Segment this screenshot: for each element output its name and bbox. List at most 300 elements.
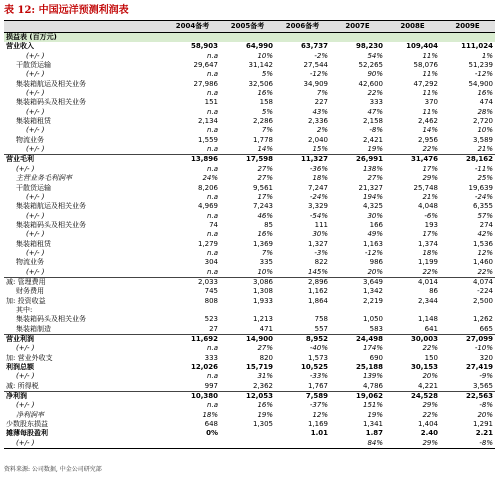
value-cell: 370	[424, 98, 438, 107]
value-cell: 14,900	[220, 335, 275, 345]
table-row	[4, 212, 495, 221]
table-row	[4, 277, 495, 287]
value-cell: -10%	[474, 344, 493, 353]
value-cell	[330, 33, 385, 43]
value-cell: n.a	[207, 267, 218, 276]
value-cell: 808	[204, 296, 218, 305]
row-label: 集装箱码头及相关业务	[16, 220, 86, 229]
table-row	[4, 89, 495, 98]
row-label: 集装箱航运及相关业务	[16, 79, 86, 88]
row-label: 主营业务毛利润率	[16, 174, 72, 183]
value-cell: 1,291	[472, 420, 493, 429]
value-cell: 4,786	[362, 381, 383, 390]
table-row	[4, 174, 495, 183]
value-cell: 1,374	[417, 239, 438, 248]
value-cell: 15,719	[245, 363, 273, 372]
value-cell: 166	[369, 220, 383, 229]
value-cell	[275, 306, 330, 315]
table-row	[4, 108, 495, 117]
income-statement-table-wrap	[4, 20, 495, 449]
table-row	[4, 335, 495, 345]
value-cell: n.a	[207, 107, 218, 116]
value-cell: n.a	[207, 344, 218, 353]
value-cell: 19%	[257, 410, 273, 419]
value-cell	[275, 33, 330, 43]
row-label: (+/- )	[26, 70, 45, 79]
table-row	[4, 287, 495, 296]
row-label: 减: 所得税	[6, 381, 39, 390]
value-cell: 227	[314, 98, 328, 107]
value-cell: 2%	[316, 126, 328, 135]
value-cell: 58,076	[413, 61, 438, 70]
value-cell: 30,153	[410, 363, 438, 372]
table-row	[4, 258, 495, 267]
value-cell: 158	[259, 98, 273, 107]
table-row	[4, 136, 495, 145]
value-cell: 90%	[367, 70, 383, 79]
value-cell: 4,048	[417, 202, 438, 211]
table-row	[4, 249, 495, 258]
value-cell: -24%	[474, 192, 493, 201]
table-header-row	[4, 21, 495, 33]
value-cell: 1,864	[307, 296, 328, 305]
row-label: 净利润率	[16, 410, 44, 419]
value-cell: 5%	[261, 70, 273, 79]
header-cell: 2006备考	[275, 21, 330, 33]
value-cell: n.a	[207, 230, 218, 239]
value-cell: 25%	[477, 174, 493, 183]
value-cell: 7%	[261, 126, 273, 135]
value-cell: 1,536	[472, 239, 493, 248]
table-row	[4, 202, 495, 211]
value-cell: 7,589	[275, 392, 330, 402]
value-cell: 14%	[422, 126, 438, 135]
value-cell: 1,460	[472, 258, 493, 267]
value-cell	[440, 306, 495, 315]
value-cell: -2%	[314, 51, 328, 60]
table-row	[4, 33, 495, 43]
value-cell: 84%	[330, 439, 385, 449]
value-cell: -40%	[309, 344, 328, 353]
value-cell: -8%	[440, 439, 495, 449]
value-cell: 474	[479, 98, 493, 107]
value-cell: 85	[264, 220, 273, 229]
value-cell: 7,247	[307, 183, 328, 192]
value-cell	[275, 439, 330, 449]
value-cell: 2,158	[362, 117, 383, 126]
value-cell: -33%	[309, 372, 328, 381]
value-cell: 1,327	[307, 239, 328, 248]
header-cell: 2009E	[440, 21, 495, 33]
value-cell: 28%	[477, 107, 493, 116]
table-row	[4, 52, 495, 61]
value-cell: 8,952	[275, 335, 330, 345]
value-cell: 274	[479, 220, 493, 229]
value-cell: -12%	[474, 70, 493, 79]
value-cell: 22,563	[440, 392, 495, 402]
value-cell: -37%	[309, 401, 328, 410]
value-cell: 15%	[312, 145, 328, 154]
value-cell	[165, 306, 220, 315]
value-cell: 6,355	[472, 202, 493, 211]
value-cell: 29%	[422, 174, 438, 183]
table-row	[4, 315, 495, 324]
value-cell: 43%	[312, 107, 328, 116]
value-cell: 17%	[422, 164, 438, 173]
value-cell: 1,573	[307, 353, 328, 362]
value-cell: 19,639	[468, 183, 493, 192]
table-row	[4, 126, 495, 135]
value-cell: -11%	[474, 164, 493, 173]
row-label: 加: 营业外收支	[6, 353, 53, 362]
value-cell	[165, 33, 220, 43]
value-cell: 27%	[257, 344, 273, 353]
value-cell	[385, 33, 440, 43]
income-statement-table	[4, 20, 495, 449]
row-label: 少数股东损益	[6, 420, 48, 429]
value-cell	[165, 439, 220, 449]
table-row	[4, 61, 495, 70]
value-cell: n.a	[207, 51, 218, 60]
value-cell: 29%	[385, 439, 440, 449]
value-cell: 145%	[307, 267, 328, 276]
table-row	[4, 325, 495, 335]
value-cell: n.a	[207, 248, 218, 257]
row-label: 集装箱租赁	[16, 239, 51, 248]
value-cell: 18%	[422, 248, 438, 257]
value-cell: 10%	[257, 267, 273, 276]
value-cell: 1%	[481, 51, 493, 60]
value-cell: 7%	[316, 89, 328, 98]
table-row	[4, 268, 495, 278]
value-cell: 4,014	[385, 277, 440, 287]
row-label: 物流业务	[16, 135, 44, 144]
row-label: 集装箱航运及相关业务	[16, 202, 86, 211]
table-row	[4, 221, 495, 230]
row-label: 摊薄每股盈利	[6, 429, 48, 438]
value-cell: 1,308	[252, 287, 273, 296]
header-cell	[4, 21, 165, 33]
value-cell: 47%	[367, 107, 383, 116]
row-label: 集装箱租赁	[16, 117, 51, 126]
value-cell: 21%	[477, 145, 493, 154]
row-label: (+/- )	[26, 145, 45, 154]
value-cell: 31,142	[248, 61, 273, 70]
value-cell: 758	[314, 315, 328, 324]
value-cell: n.a	[207, 126, 218, 135]
value-cell: 22%	[422, 145, 438, 154]
row-label: (+/- )	[16, 401, 35, 410]
value-cell: 2,896	[275, 277, 330, 287]
value-cell: 30,003	[385, 335, 440, 345]
value-cell: 1,404	[417, 420, 438, 429]
value-cell: 16%	[257, 89, 273, 98]
table-row	[4, 42, 495, 51]
value-cell: 2,040	[307, 135, 328, 144]
value-cell: 320	[479, 353, 493, 362]
value-cell: 51,239	[468, 61, 493, 70]
row-label: (+/- )	[26, 126, 45, 135]
row-label: 减: 管理费用	[4, 277, 165, 287]
table-row	[4, 363, 495, 372]
row-label: (+/- )	[26, 211, 45, 220]
row-label: (+/- )	[26, 107, 45, 116]
table-row	[4, 411, 495, 420]
table-row	[4, 372, 495, 381]
table-row	[4, 184, 495, 193]
value-cell: 151	[204, 98, 218, 107]
value-cell: 2,134	[197, 117, 218, 126]
table-row	[4, 429, 495, 438]
value-cell: n.a	[207, 145, 218, 154]
row-label: 集装箱制造	[16, 324, 51, 333]
value-cell: 16%	[257, 230, 273, 239]
value-cell: 1,169	[307, 420, 328, 429]
row-label: (+/- )	[26, 267, 45, 276]
value-cell: 27%	[367, 174, 383, 183]
value-cell: 22%	[477, 267, 493, 276]
value-cell: -24%	[309, 192, 328, 201]
value-cell: 138%	[362, 164, 383, 173]
value-cell: 822	[314, 258, 328, 267]
value-cell: 304	[204, 258, 218, 267]
table-row	[4, 382, 495, 392]
value-cell: 523	[204, 315, 218, 324]
row-label: 营业毛利	[4, 155, 165, 165]
row-label: (+/- )	[26, 248, 45, 257]
value-cell: 14%	[257, 145, 273, 154]
value-cell	[220, 33, 275, 43]
value-cell: 1,559	[197, 135, 218, 144]
value-cell: 25,188	[355, 363, 383, 372]
value-cell: n.a	[207, 211, 218, 220]
value-cell: 74	[209, 220, 218, 229]
value-cell: 193	[424, 220, 438, 229]
value-cell: n.a	[207, 70, 218, 79]
value-cell: 745	[204, 287, 218, 296]
row-label: 加: 投资收益	[6, 296, 46, 305]
value-cell: 11,692	[165, 335, 220, 345]
value-cell: 139%	[362, 372, 383, 381]
value-cell: n.a	[207, 89, 218, 98]
value-cell: 1,148	[417, 315, 438, 324]
value-cell: 28,162	[440, 155, 495, 165]
value-cell: -12%	[309, 70, 328, 79]
value-cell: 986	[369, 258, 383, 267]
value-cell: 111	[314, 220, 328, 229]
value-cell: 19%	[367, 145, 383, 154]
table-row	[4, 193, 495, 202]
value-cell: 2,720	[472, 117, 493, 126]
value-cell: 174%	[362, 344, 383, 353]
value-cell: 47,292	[413, 79, 438, 88]
value-cell: 19%	[367, 410, 383, 419]
value-cell: 2,421	[362, 135, 383, 144]
value-cell	[220, 306, 275, 315]
value-cell: 27,544	[303, 61, 328, 70]
value-cell: 31,476	[385, 155, 440, 165]
value-cell: 17%	[422, 230, 438, 239]
row-label: 净利润	[4, 392, 165, 402]
value-cell: 3,565	[472, 381, 493, 390]
row-label: (+/- )	[16, 164, 35, 173]
value-cell: 997	[204, 381, 218, 390]
row-label: 营业收入	[6, 42, 34, 51]
table-row	[4, 306, 495, 315]
value-cell: 64,990	[245, 42, 273, 51]
value-cell: 26,991	[330, 155, 385, 165]
value-cell: 4,325	[362, 202, 383, 211]
value-cell: 24,498	[330, 335, 385, 345]
value-cell: -12%	[364, 248, 383, 257]
value-cell: 11,327	[275, 155, 330, 165]
table-title: 表 12: 中国远洋预测利润表	[4, 5, 129, 16]
row-label: 其中:	[16, 305, 33, 314]
value-cell: 11%	[422, 70, 438, 79]
value-cell: 17%	[257, 192, 273, 201]
value-cell: 1,050	[362, 315, 383, 324]
value-cell: 12%	[477, 248, 493, 257]
value-cell: 22%	[422, 410, 438, 419]
value-cell: 21%	[422, 192, 438, 201]
value-cell: 583	[369, 324, 383, 333]
row-label: (+/- )	[26, 89, 45, 98]
table-row	[4, 401, 495, 410]
value-cell: 7%	[261, 248, 273, 257]
value-cell: 2,462	[417, 117, 438, 126]
value-cell: 30%	[312, 230, 328, 239]
value-cell: 12,026	[190, 363, 218, 372]
value-cell: n.a	[207, 401, 218, 410]
value-cell: 49%	[367, 230, 383, 239]
value-cell: 4,074	[440, 277, 495, 287]
value-cell: 2,219	[362, 296, 383, 305]
value-cell: 4,221	[417, 381, 438, 390]
value-cell: 1,778	[252, 135, 273, 144]
value-cell: 1.01	[310, 429, 328, 438]
value-cell: 665	[479, 324, 493, 333]
value-cell: 3,329	[307, 202, 328, 211]
value-cell: 18%	[312, 174, 328, 183]
value-cell: 18%	[202, 410, 218, 419]
table-row	[4, 98, 495, 107]
value-cell	[330, 306, 385, 315]
row-label: 干散货运输	[16, 61, 51, 70]
value-cell: 32,506	[248, 79, 273, 88]
value-cell: 54,900	[468, 79, 493, 88]
value-cell: 57%	[477, 211, 493, 220]
value-cell: 27,099	[440, 335, 495, 345]
value-cell: 58,903	[190, 42, 218, 51]
row-label: (+/- )	[4, 439, 165, 449]
value-cell: n.a	[207, 372, 218, 381]
value-cell: 2,336	[307, 117, 328, 126]
row-label: 营业利润	[4, 335, 165, 345]
value-cell: -54%	[309, 211, 328, 220]
value-cell: -36%	[309, 164, 328, 173]
value-cell: 820	[259, 353, 273, 362]
table-row	[4, 165, 495, 174]
value-cell	[385, 306, 440, 315]
value-cell: 150	[424, 353, 438, 362]
header-cell: 2008E	[385, 21, 440, 33]
value-cell: 1,279	[197, 239, 218, 248]
value-cell: 1,369	[252, 239, 273, 248]
value-cell: 10%	[477, 126, 493, 135]
value-cell: 22%	[422, 267, 438, 276]
value-cell: -8%	[479, 401, 493, 410]
value-cell: -8%	[369, 126, 383, 135]
value-cell: 29,647	[193, 61, 218, 70]
table-row	[4, 240, 495, 249]
row-label: 集装箱码头及相关业务	[16, 98, 86, 107]
value-cell: 52,265	[358, 61, 383, 70]
value-cell: -9%	[479, 372, 493, 381]
value-cell	[440, 33, 495, 43]
value-cell: 3,649	[330, 277, 385, 287]
value-cell: -3%	[314, 248, 328, 257]
value-cell: 42%	[477, 230, 493, 239]
value-cell: 22%	[422, 344, 438, 353]
value-cell: 111,024	[461, 42, 493, 51]
table-row	[4, 80, 495, 89]
value-cell: 557	[314, 324, 328, 333]
value-cell: 42,600	[358, 79, 383, 88]
row-label: (+/- )	[16, 344, 35, 353]
value-cell: 194%	[362, 192, 383, 201]
row-label: 利润总额	[6, 363, 34, 372]
value-cell: 2,286	[252, 117, 273, 126]
value-cell: 29%	[422, 401, 438, 410]
value-cell: 2.21	[475, 429, 493, 438]
value-cell: 3,086	[220, 277, 275, 287]
value-cell: 1,342	[362, 287, 383, 296]
table-row	[4, 420, 495, 429]
value-cell: 20%	[422, 372, 438, 381]
value-cell: 333	[204, 353, 218, 362]
value-cell: 24,528	[385, 392, 440, 402]
value-cell: 20%	[477, 410, 493, 419]
value-cell: -6%	[424, 211, 438, 220]
value-cell: 0%	[206, 429, 218, 438]
value-cell: 27%	[257, 164, 273, 173]
value-cell: 24%	[202, 174, 218, 183]
value-cell: 2,362	[252, 381, 273, 390]
value-cell: 11%	[422, 89, 438, 98]
source-note: 资料来源: 公司数据, 中金公司研究部	[4, 466, 102, 473]
value-cell: 1,767	[307, 381, 328, 390]
value-cell: 86	[429, 287, 438, 296]
table-row	[4, 354, 495, 363]
value-cell: 1,305	[252, 420, 273, 429]
table-body	[4, 33, 495, 449]
value-cell: 471	[259, 324, 273, 333]
value-cell: 27,986	[193, 79, 218, 88]
value-cell: 690	[369, 353, 383, 362]
value-cell	[220, 429, 275, 438]
value-cell: 10,380	[165, 392, 220, 402]
value-cell: 335	[259, 258, 273, 267]
row-label: 损益表 (百万元)	[4, 33, 165, 43]
header-cell: 2007E	[330, 21, 385, 33]
header-cell: 2004备考	[165, 21, 220, 33]
table-row	[4, 117, 495, 126]
value-cell: 11%	[422, 107, 438, 116]
value-cell: 21,327	[358, 183, 383, 192]
value-cell: 63,737	[300, 42, 328, 51]
value-cell: 2,033	[165, 277, 220, 287]
table-row	[4, 70, 495, 79]
